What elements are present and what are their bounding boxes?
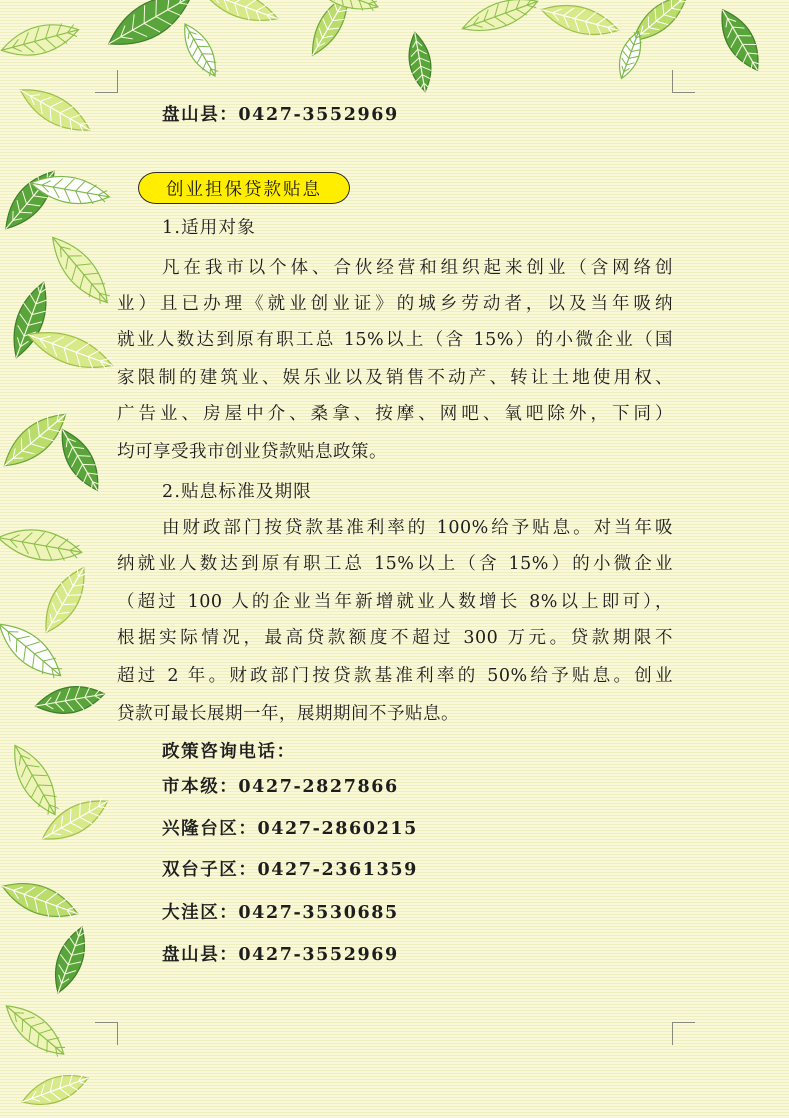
leaf-decoration [0,163,64,237]
header-contact [162,101,399,126]
leaf-decoration [33,681,106,718]
paragraph-line: 超过 2 年。财政部门按贷款基准利率的 50%给予贴息。创业 [117,666,673,686]
paragraph-line: 根据实际情况，最高贷款额度不超过 300 万元。贷款期限不 [117,628,673,648]
paragraph-line: （超过 100 人的企业当年新增就业人数增长 8%以上即可）， [117,592,673,612]
leaf-decoration [52,424,108,497]
paragraph-line: 凡在我市以个体、合伙经营和组织起来创业（含网络创 [162,258,673,278]
leaf-decoration [0,523,84,566]
subheading-applicable-targets: 1.适用对象 [162,218,256,238]
paragraph-line: 均可享受我市创业贷款贴息政策。 [117,442,387,462]
leaf-decoration [14,79,96,141]
leaf-decoration [303,0,356,61]
paragraph-line: 家限制的建筑业、娱乐业以及销售不动产、转让土地使用权、 [117,368,673,388]
leaf-decoration [0,996,72,1064]
leaf-decoration [198,0,281,30]
leaf-decoration [176,19,224,81]
leaf-decoration [405,31,436,94]
crop-mark-top-right [672,70,695,93]
contact-phone: 0427-2361359 [257,860,418,880]
contacts-heading: 政策咨询电话： [162,742,296,762]
paragraph-line: 就业人数达到原有职工总 15%以上（含 15%）的小微企业（国 [117,330,673,350]
paragraph-line: 贷款可最长展期一年，展期期间不予贴息。 [117,704,459,724]
crop-mark-top-left [95,70,118,93]
contact-phone: 0427-3530685 [238,903,399,923]
contact-item [162,899,399,924]
header-contact-phone: 0427-3552969 [238,105,399,125]
paragraph-line: 由财政部门按贷款基准利率的 100%给予贴息。对当年吸 [162,518,673,538]
contact-phone: 0427-2860215 [257,819,418,839]
leaf-decoration [458,0,541,40]
contact-item [162,773,399,798]
contact-label: 兴隆台区： [162,819,258,839]
section-title: 创业担保贷款贴息 [166,179,322,200]
subheading-subsidy-standard: 2.贴息标准及期限 [162,482,312,502]
crop-mark-bottom-left [95,1022,118,1045]
contact-phone: 0427-2827866 [238,777,399,797]
paragraph-line: 广告业、房屋中介、桑拿、按摩、网吧、氧吧除外，下同） [117,404,673,424]
contact-phone: 0427-3552969 [238,945,399,965]
paragraph-line: 纳就业人数达到原有职工总 15%以上（含 15%）的小微企业 [117,554,673,574]
contact-item [162,941,399,966]
leaf-decoration [0,17,82,64]
contact-item [162,815,418,840]
leaf-decoration [18,1067,92,1113]
contact-label: 双台子区： [162,860,258,880]
header-contact-label: 盘山县： [162,105,239,125]
section-title-badge [138,172,350,204]
leaf-decoration [538,0,622,43]
contact-label: 市本级： [162,777,239,797]
paragraph-line: 业）且已办理《就业创业证》的城乡劳动者，以及当年吸纳 [117,294,673,314]
leaf-decoration [47,923,93,997]
leaf-decoration [42,229,117,312]
contact-label: 盘山县： [162,945,239,965]
leaf-decoration [0,874,82,927]
leaf-decoration [711,3,768,76]
contact-label: 大洼区： [162,903,239,923]
leaf-decoration [3,739,67,822]
crop-mark-bottom-right [672,1022,695,1045]
contact-item [162,856,418,881]
leaf-decoration [35,561,95,639]
